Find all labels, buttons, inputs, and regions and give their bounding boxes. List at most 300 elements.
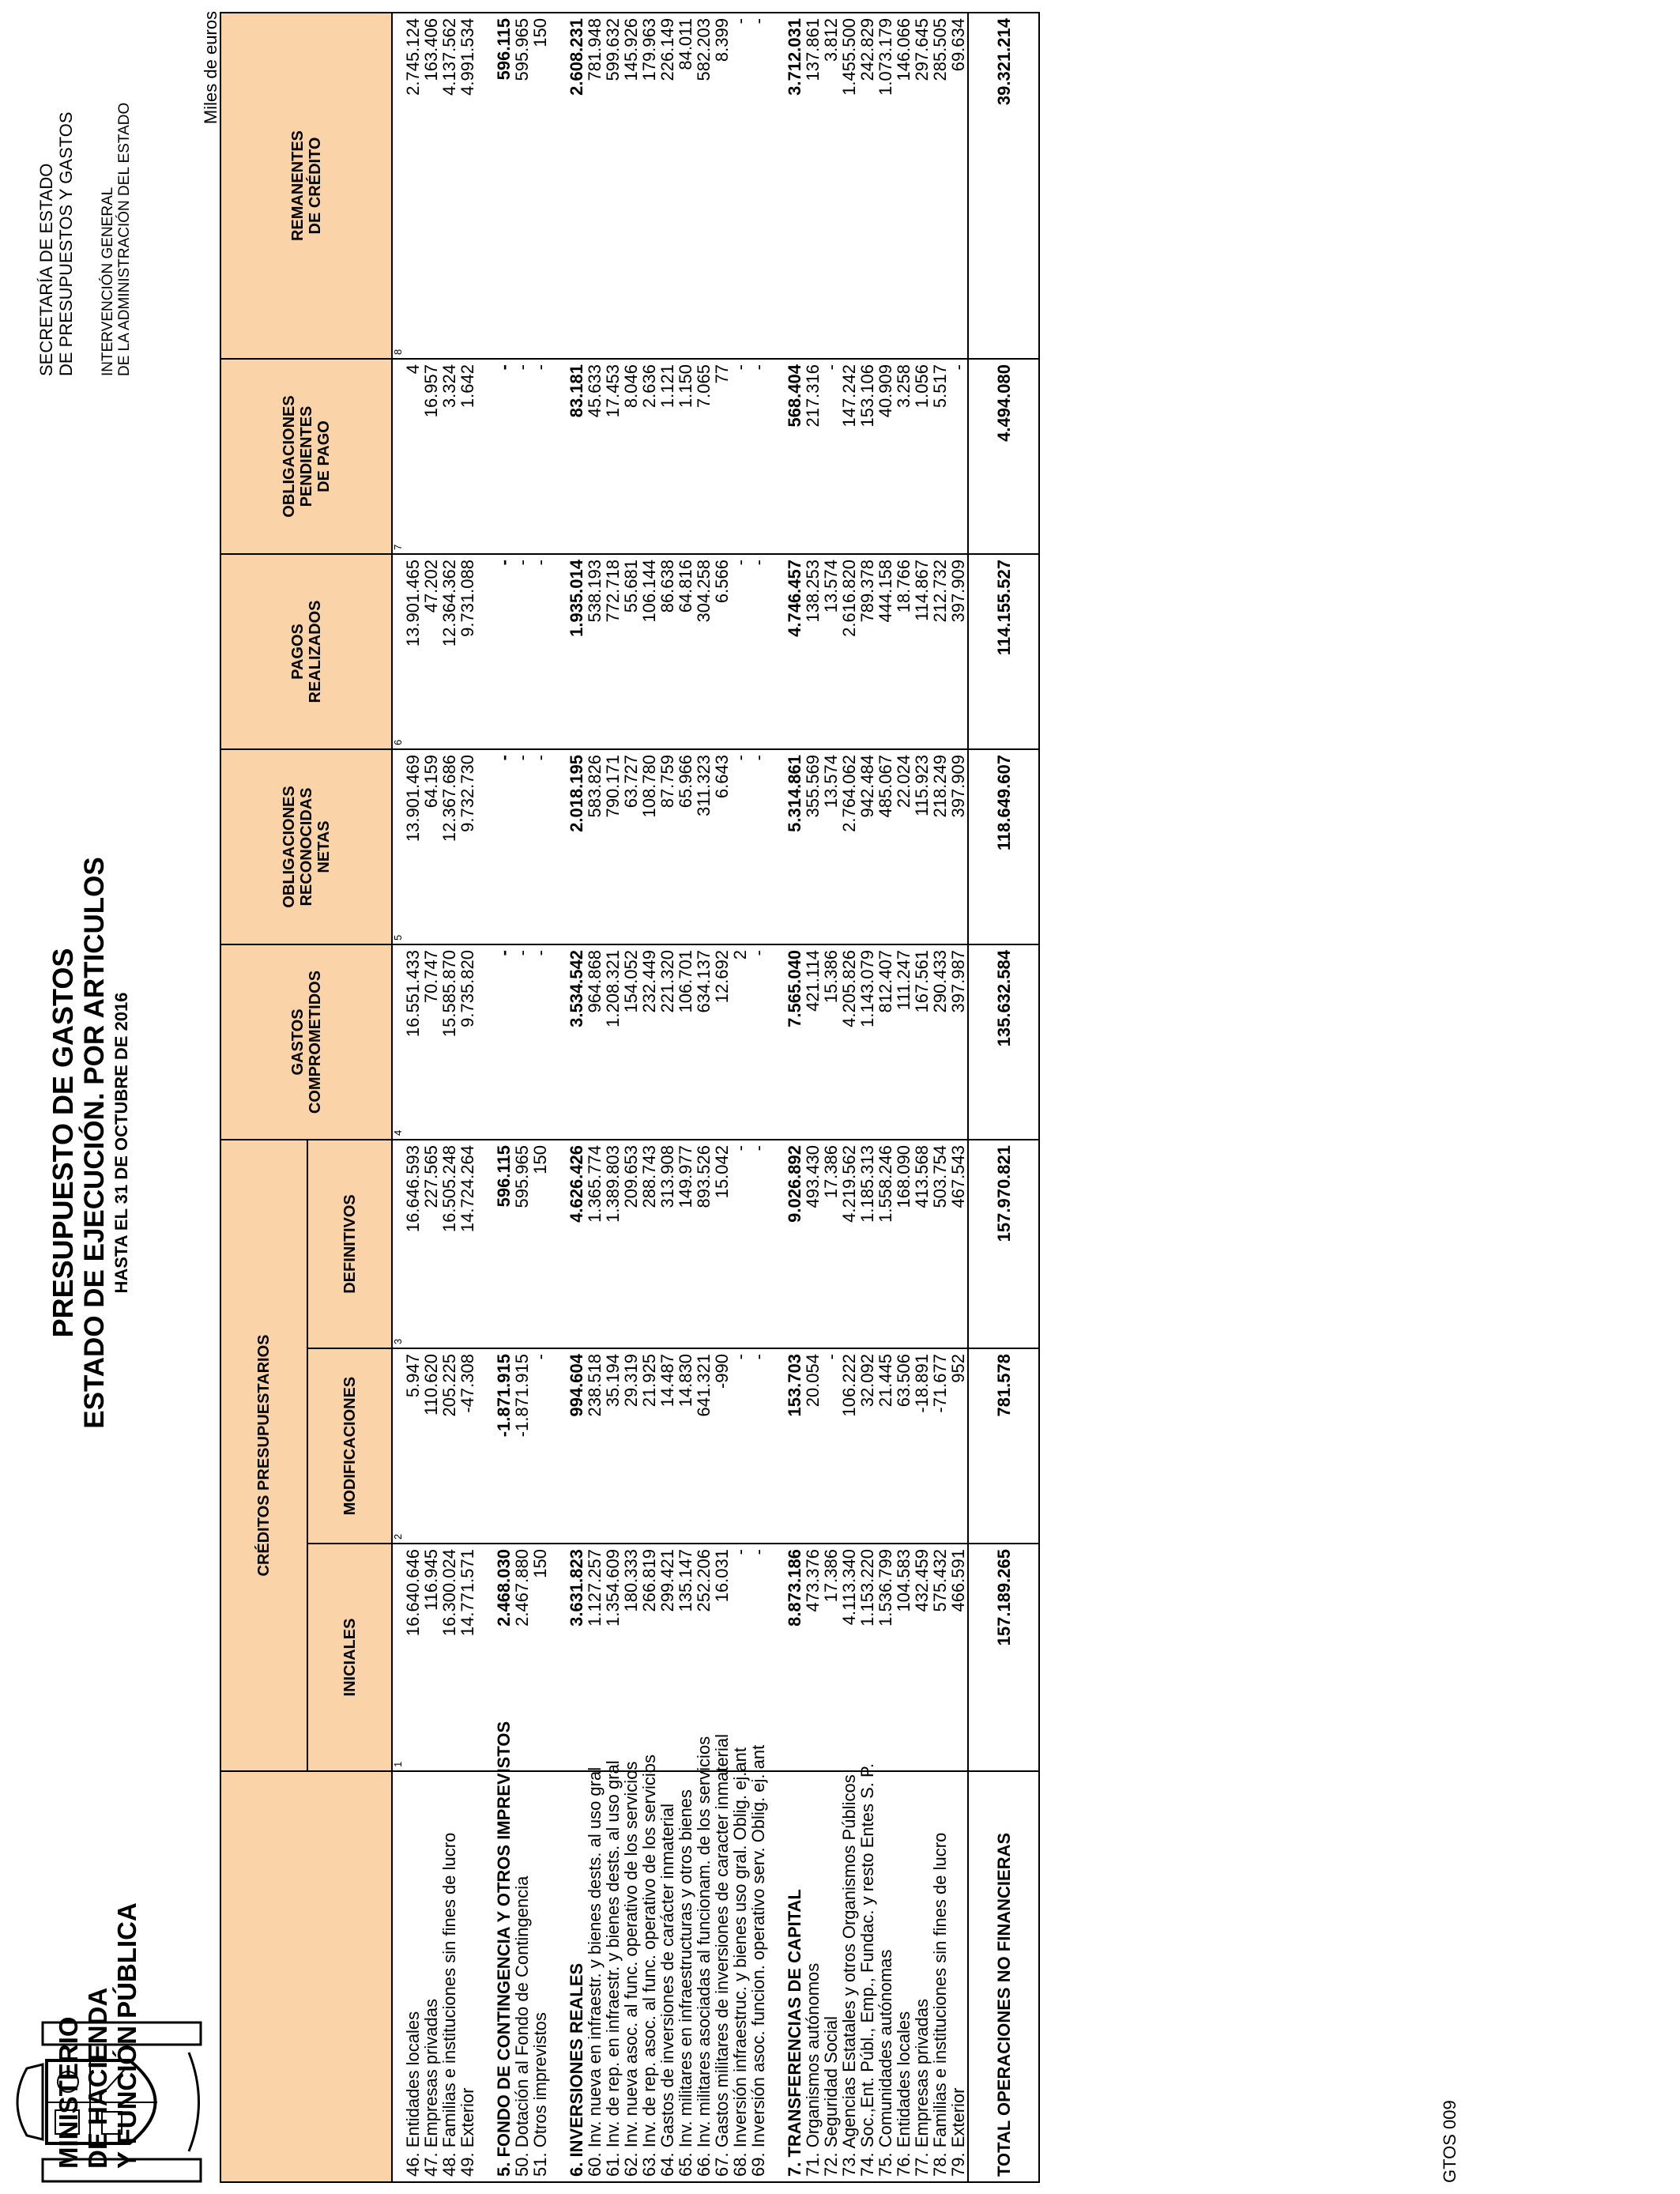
value-cell: 942.484 — [858, 749, 876, 944]
table-row — [440, 13, 458, 2182]
spacer-cell — [549, 554, 567, 749]
value-cell: 63.506 — [895, 1348, 913, 1544]
row-label: 61. Inv. de rep. en infraestr. y bienes dests. al uso gral — [604, 1771, 622, 2182]
value-cell: 150 — [531, 1140, 549, 1348]
value-cell: 5.947 — [404, 1348, 422, 1544]
value-cell: 20.054 — [804, 1348, 822, 1544]
spacer-cell — [767, 1140, 785, 1348]
pagos-header — [220, 554, 392, 749]
row-label: 46. Entidades locales — [404, 1771, 422, 2182]
value-cell: 16.300.024 — [440, 1544, 458, 1771]
table-row — [713, 13, 731, 2182]
value-cell: 355.569 — [804, 749, 822, 944]
table-row — [404, 13, 422, 2182]
value-cell: - — [531, 1348, 549, 1544]
column-number: 5 — [392, 749, 404, 944]
value-cell: 16.957 — [422, 359, 440, 554]
value-cell: 1.935.014 — [567, 554, 586, 749]
total-value-cell: 118.649.607 — [968, 749, 1039, 944]
spacer-cell — [477, 749, 495, 944]
value-cell: 285.505 — [931, 13, 949, 359]
value-cell: 154.052 — [622, 944, 640, 1140]
total-value-cell: 157.970.821 — [968, 1140, 1039, 1348]
gastos-header — [220, 944, 392, 1140]
spacer-cell — [549, 944, 567, 1140]
value-cell: 2.608.231 — [567, 13, 586, 359]
row-label: 72. Seguridad Social — [822, 1771, 840, 2182]
value-cell: 150 — [531, 1544, 549, 1771]
secretaria-line-1: SECRETARÍA DE ESTADO — [36, 163, 56, 376]
value-cell: 69.634 — [949, 13, 968, 359]
value-cell: 87.759 — [658, 749, 676, 944]
table-row — [804, 13, 822, 2182]
value-cell: 8.399 — [713, 13, 731, 359]
spacer-cell — [767, 1544, 785, 1771]
value-cell: 45.633 — [586, 359, 604, 554]
value-cell: 12.364.362 — [440, 554, 458, 749]
value-cell: 1.536.799 — [876, 1544, 895, 1771]
secretaria-line-2: DE PRESUPUESTOS Y GASTOS — [56, 111, 76, 376]
row-label: 51. Otros imprevistos — [531, 1771, 549, 2182]
row-label: 65. Inv. militares en infraestructuras y otros bienes — [676, 1771, 695, 2182]
value-cell: - — [513, 359, 531, 554]
value-cell: 5.314.861 — [785, 749, 804, 944]
value-cell: - — [749, 554, 767, 749]
value-cell: -1.871.915 — [513, 1348, 531, 1544]
value-cell: 218.249 — [931, 749, 949, 944]
value-cell: 1.143.079 — [858, 944, 876, 1140]
value-cell: 180.333 — [622, 1544, 640, 1771]
secretaria-block — [36, 111, 76, 376]
value-cell: 16.551.433 — [404, 944, 422, 1140]
spacer-cell — [549, 1140, 567, 1348]
value-cell: 9.735.820 — [458, 944, 477, 1140]
value-cell: 466.591 — [949, 1544, 968, 1771]
value-cell: 13.901.465 — [404, 554, 422, 749]
value-cell: 3.324 — [440, 359, 458, 554]
value-cell: - — [749, 13, 767, 359]
value-cell: 5.517 — [931, 359, 949, 554]
spacer-cell — [549, 1771, 567, 2182]
value-cell: 1.127.257 — [586, 1544, 604, 1771]
table-row — [822, 13, 840, 2182]
value-cell: 9.732.730 — [458, 749, 477, 944]
row-label: 74. Soc.,Ent. Públ., Emp., Fundac. y resto Entes S. P. — [858, 1771, 876, 2182]
value-cell: 3.712.031 — [785, 13, 804, 359]
spacer-cell — [767, 1771, 785, 2182]
report-title — [47, 692, 133, 1593]
value-cell: 55.681 — [622, 554, 640, 749]
row-label: 5. FONDO DE CONTINGENCIA Y OTROS IMPREVISTOS — [495, 1771, 513, 2182]
total-label: TOTAL OPERACIONES NO FINANCIERAS — [968, 1771, 1039, 2182]
spacer-cell — [767, 13, 785, 359]
row-label: 79. Exterior — [949, 1771, 968, 2182]
value-cell: - — [822, 359, 840, 554]
value-cell: 238.518 — [586, 1348, 604, 1544]
value-cell: 14.487 — [658, 1348, 676, 1544]
table-row — [858, 13, 876, 2182]
value-cell: 421.114 — [804, 944, 822, 1140]
column-number: 2 — [392, 1348, 404, 1544]
value-cell: 575.432 — [931, 1544, 949, 1771]
value-cell: 467.543 — [949, 1140, 968, 1348]
row-label: 48. Familias e instituciones sin fines de lucro — [440, 1771, 458, 2182]
chapter-row — [785, 13, 804, 2182]
value-cell: 397.909 — [949, 554, 968, 749]
value-cell: 311.323 — [695, 749, 713, 944]
spacer-cell — [477, 1771, 495, 2182]
value-cell: - — [731, 749, 749, 944]
value-cell: 22.024 — [895, 749, 913, 944]
row-label: 67. Gastos militares de inversiones de caracter inmaterial — [713, 1771, 731, 2182]
column-number-row — [392, 13, 404, 2182]
column-number: 1 — [392, 1544, 404, 1771]
value-cell: 2 — [731, 944, 749, 1140]
value-cell: 114.867 — [913, 554, 931, 749]
value-cell: - — [731, 1544, 749, 1771]
value-cell: 14.771.571 — [458, 1544, 477, 1771]
intervencion-line-2: DE LA ADMINISTRACIÓN DEL ESTADO — [116, 102, 133, 376]
value-cell: 1.208.321 — [604, 944, 622, 1140]
value-cell: 2.468.030 — [495, 1544, 513, 1771]
value-cell: - — [513, 749, 531, 944]
value-cell: 789.378 — [858, 554, 876, 749]
value-cell: 397.987 — [949, 944, 968, 1140]
value-cell: 15.585.870 — [440, 944, 458, 1140]
value-cell: 232.449 — [640, 944, 658, 1140]
spacer-cell — [477, 1544, 495, 1771]
value-cell: 18.766 — [895, 554, 913, 749]
value-cell: 4.113.340 — [840, 1544, 858, 1771]
value-cell: 153.106 — [858, 359, 876, 554]
table-row — [531, 13, 549, 2182]
value-cell: 304.258 — [695, 554, 713, 749]
value-cell: 217.316 — [804, 359, 822, 554]
value-cell: 2.018.195 — [567, 749, 586, 944]
intervencion-line-1: INTERVENCIÓN GENERAL — [100, 187, 116, 376]
value-cell: 221.320 — [658, 944, 676, 1140]
value-cell: 397.909 — [949, 749, 968, 944]
remanentes-header — [220, 13, 392, 359]
total-value-cell: 39.321.214 — [968, 13, 1039, 359]
value-cell: 4.991.534 — [458, 13, 477, 359]
value-cell: 12.367.686 — [440, 749, 458, 944]
value-cell: 116.945 — [422, 1544, 440, 1771]
value-cell: -47.308 — [458, 1348, 477, 1544]
value-cell: 1.056 — [913, 359, 931, 554]
column-number: 6 — [392, 554, 404, 749]
row-label: 47. Empresas privadas — [422, 1771, 440, 2182]
value-cell: 111.247 — [895, 944, 913, 1140]
row-label: 62. Inv. nueva asoc. al func. operativo de los servicios — [622, 1771, 640, 2182]
iniciales-header: INICIALES — [307, 1544, 392, 1771]
ministry-line-2: DE HACIENDA — [83, 1987, 112, 2169]
spacer-cell — [549, 1348, 567, 1544]
value-cell: - — [749, 749, 767, 944]
value-cell: 16.646.593 — [404, 1140, 422, 1348]
gastos-header-line: COMPROMETIDOS — [306, 970, 324, 1114]
value-cell: 146.066 — [895, 13, 913, 359]
value-cell: -71.677 — [931, 1348, 949, 1544]
concept-header — [220, 1771, 392, 2182]
value-cell: 32.092 — [858, 1348, 876, 1544]
value-cell: 106.144 — [640, 554, 658, 749]
row-label: 63. Inv. de rep. asoc. al func. operativo de los servicios — [640, 1771, 658, 2182]
value-cell: - — [531, 944, 549, 1140]
value-cell: 77 — [713, 359, 731, 554]
value-cell: 4.137.562 — [440, 13, 458, 359]
pendientes-header-line: OBLIGACIONES — [280, 395, 298, 518]
obligaciones-header-line: OBLIGACIONES — [280, 786, 298, 908]
column-number: 8 — [392, 13, 404, 359]
modificaciones-header: MODIFICACIONES — [307, 1348, 392, 1544]
chapter-row — [567, 13, 586, 2182]
table-row — [422, 13, 440, 2182]
value-cell: 70.747 — [422, 944, 440, 1140]
value-cell: 115.923 — [913, 749, 931, 944]
table-row — [640, 13, 658, 2182]
value-cell: 6.566 — [713, 554, 731, 749]
spacer-cell — [477, 359, 495, 554]
value-cell: 2.467.880 — [513, 1544, 531, 1771]
table-row — [913, 13, 931, 2182]
row-label: 78. Familias e instituciones sin fines de lucro — [931, 1771, 949, 2182]
column-number: 3 — [392, 1140, 404, 1348]
value-cell: 964.868 — [586, 944, 604, 1140]
value-cell: -990 — [713, 1348, 731, 1544]
value-cell: 634.137 — [695, 944, 713, 1140]
value-cell: 4.205.826 — [840, 944, 858, 1140]
value-cell: 64.159 — [422, 749, 440, 944]
value-cell: 108.780 — [640, 749, 658, 944]
value-cell: 1.558.246 — [876, 1140, 895, 1348]
chapter-row — [495, 13, 513, 2182]
obligaciones-header-line: NETAS — [315, 820, 333, 873]
value-cell: 168.090 — [895, 1140, 913, 1348]
value-cell: 812.407 — [876, 944, 895, 1140]
value-cell: 205.225 — [440, 1348, 458, 1544]
table-row — [949, 13, 968, 2182]
spacer-cell — [767, 359, 785, 554]
value-cell: 538.193 — [586, 554, 604, 749]
row-label: 73. Agencias Estatales y otros Organismos Públicos — [840, 1771, 858, 2182]
value-cell: 21.925 — [640, 1348, 658, 1544]
row-label: 75. Comunidades autónomas — [876, 1771, 895, 2182]
value-cell: 6.643 — [713, 749, 731, 944]
value-cell: 149.977 — [676, 1140, 695, 1348]
value-cell: 137.861 — [804, 13, 822, 359]
value-cell: 444.158 — [876, 554, 895, 749]
value-cell: 163.406 — [422, 13, 440, 359]
value-cell: 493.430 — [804, 1140, 822, 1348]
value-cell: 153.703 — [785, 1348, 804, 1544]
value-cell: - — [513, 554, 531, 749]
value-cell: - — [731, 1348, 749, 1544]
intervencion-block — [100, 103, 133, 376]
budget-table — [220, 12, 1040, 2183]
value-cell: 266.819 — [640, 1544, 658, 1771]
value-cell: 226.149 — [658, 13, 676, 359]
value-cell: 1.389.803 — [604, 1140, 622, 1348]
value-cell: 147.242 — [840, 359, 858, 554]
creditos-group-header: CRÉDITOS PRESUPUESTARIOS — [220, 1140, 307, 1771]
table-row — [931, 13, 949, 2182]
pagos-header-line: REALIZADOS — [306, 600, 324, 703]
value-cell: - — [495, 359, 513, 554]
value-cell: 14.724.264 — [458, 1140, 477, 1348]
value-cell: - — [749, 359, 767, 554]
spacer-cell — [477, 554, 495, 749]
value-cell: 1.365.774 — [586, 1140, 604, 1348]
value-cell: 596.115 — [495, 13, 513, 359]
value-cell: 2.616.820 — [840, 554, 858, 749]
value-cell: - — [531, 359, 549, 554]
value-cell: 167.561 — [913, 944, 931, 1140]
value-cell: - — [495, 749, 513, 944]
value-cell: - — [822, 1348, 840, 1544]
value-cell: 150 — [531, 13, 549, 359]
value-cell: 16.031 — [713, 1544, 731, 1771]
value-cell: 2.636 — [640, 359, 658, 554]
value-cell: 145.926 — [622, 13, 640, 359]
value-cell: 473.376 — [804, 1544, 822, 1771]
value-cell: 21.445 — [876, 1348, 895, 1544]
value-cell: 4.626.426 — [567, 1140, 586, 1348]
value-cell: - — [749, 1544, 767, 1771]
value-cell: 503.754 — [931, 1140, 949, 1348]
spacer-cell — [549, 13, 567, 359]
table-row — [604, 13, 622, 2182]
value-cell: 432.459 — [913, 1544, 931, 1771]
value-cell: 3.258 — [895, 359, 913, 554]
value-cell: 596.115 — [495, 1140, 513, 1348]
table-row — [749, 13, 767, 2182]
remanentes-header-line: REMANENTES — [288, 130, 307, 242]
spacer-cell — [549, 1544, 567, 1771]
value-cell: 485.067 — [876, 749, 895, 944]
value-cell: 1.073.179 — [876, 13, 895, 359]
value-cell: 1.185.313 — [858, 1140, 876, 1348]
row-label: 7. TRANSFERENCIAS DE CAPITAL — [785, 1771, 804, 2182]
value-cell: 2.745.124 — [404, 13, 422, 359]
value-cell: 64.816 — [676, 554, 695, 749]
value-cell: 4 — [404, 359, 422, 554]
value-cell: 893.526 — [695, 1140, 713, 1348]
pendientes-header-line: PENDIENTES — [297, 405, 315, 507]
pagos-header-line: PAGOS — [288, 624, 307, 680]
value-cell: 3.534.542 — [567, 944, 586, 1140]
spacer-cell — [767, 944, 785, 1140]
row-label: 64. Gastos de inversiones de carácter inmaterial — [658, 1771, 676, 2182]
value-cell: - — [531, 554, 549, 749]
table-row — [895, 13, 913, 2182]
value-cell: 3.812 — [822, 13, 840, 359]
value-cell: - — [749, 1348, 767, 1544]
value-cell: 595.965 — [513, 1140, 531, 1348]
value-cell: 781.948 — [586, 13, 604, 359]
table-row — [513, 13, 531, 2182]
value-cell: - — [749, 944, 767, 1140]
value-cell: - — [749, 1140, 767, 1348]
column-number: 4 — [392, 944, 404, 1140]
value-cell: 599.632 — [604, 13, 622, 359]
value-cell: 84.011 — [676, 13, 695, 359]
remanentes-header-line: DE CRÉDITO — [306, 137, 324, 235]
budget-table-frame — [220, 13, 1430, 2183]
form-code: GTOS 009 — [1440, 2100, 1460, 2183]
value-cell: 227.565 — [422, 1140, 440, 1348]
total-value-cell: 114.155.527 — [968, 554, 1039, 749]
value-cell: 297.645 — [913, 13, 931, 359]
table-row — [622, 13, 640, 2182]
total-value-cell: 157.189.265 — [968, 1544, 1039, 1771]
value-cell: 110.620 — [422, 1348, 440, 1544]
value-cell: 15.042 — [713, 1140, 731, 1348]
value-cell: 17.386 — [822, 1140, 840, 1348]
value-cell: 790.171 — [604, 749, 622, 944]
ministry-line-3: Y FUNCIÓN PÚBLICA — [112, 1902, 141, 2169]
value-cell: 1.121 — [658, 359, 676, 554]
value-cell: 8.046 — [622, 359, 640, 554]
value-cell: 86.638 — [658, 554, 676, 749]
value-cell: - — [495, 554, 513, 749]
value-cell: 17.386 — [822, 1544, 840, 1771]
table-row — [586, 13, 604, 2182]
value-cell: - — [513, 944, 531, 1140]
row-label: 66. Inv. militares asociadas al funcionam. de los servicios — [695, 1771, 713, 2182]
value-cell: 209.653 — [622, 1140, 640, 1348]
value-cell: -18.891 — [913, 1348, 931, 1544]
row-label: 76. Entidades locales — [895, 1771, 913, 2182]
value-cell: 106.222 — [840, 1348, 858, 1544]
obligaciones-header-line: RECONOCIDAS — [297, 787, 315, 907]
row-label: 71. Organismos autónomos — [804, 1771, 822, 2182]
title-line-1: PRESUPUESTO DE GASTOS — [47, 948, 79, 1338]
value-cell: 595.965 — [513, 13, 531, 359]
total-row — [968, 13, 1039, 2182]
value-cell: 135.147 — [676, 1544, 695, 1771]
value-cell: 17.453 — [604, 359, 622, 554]
value-cell: 65.966 — [676, 749, 695, 944]
total-value-cell: 4.494.080 — [968, 359, 1039, 554]
value-cell: -1.871.915 — [495, 1348, 513, 1544]
value-cell: 47.202 — [422, 554, 440, 749]
spacer-row — [767, 13, 785, 2182]
row-label: 77. Empresas privadas — [913, 1771, 931, 2182]
table-row — [731, 13, 749, 2182]
column-number: 7 — [392, 359, 404, 554]
value-cell: 772.718 — [604, 554, 622, 749]
table-row — [876, 13, 895, 2182]
spacer-cell — [549, 359, 567, 554]
value-cell: 4.746.457 — [785, 554, 804, 749]
title-date: HASTA EL 31 DE OCTUBRE DE 2016 — [111, 992, 131, 1294]
ministry-name — [54, 1902, 141, 2169]
ministry-line-1: MINISTERIO — [54, 2016, 83, 2169]
value-cell: 104.583 — [895, 1544, 913, 1771]
value-cell: 1.150 — [676, 359, 695, 554]
value-cell: 7.065 — [695, 359, 713, 554]
spacer-cell — [477, 944, 495, 1140]
value-cell: 252.206 — [695, 1544, 713, 1771]
value-cell: 63.727 — [622, 749, 640, 944]
value-cell: 8.873.186 — [785, 1544, 804, 1771]
pendientes-header — [220, 359, 392, 554]
value-cell: 2.764.062 — [840, 749, 858, 944]
row-label: 60. Inv. nueva en infraestr. y bienes dests. al uso gral — [586, 1771, 604, 2182]
gastos-header-line: GASTOS — [288, 1008, 307, 1076]
table-row — [840, 13, 858, 2182]
